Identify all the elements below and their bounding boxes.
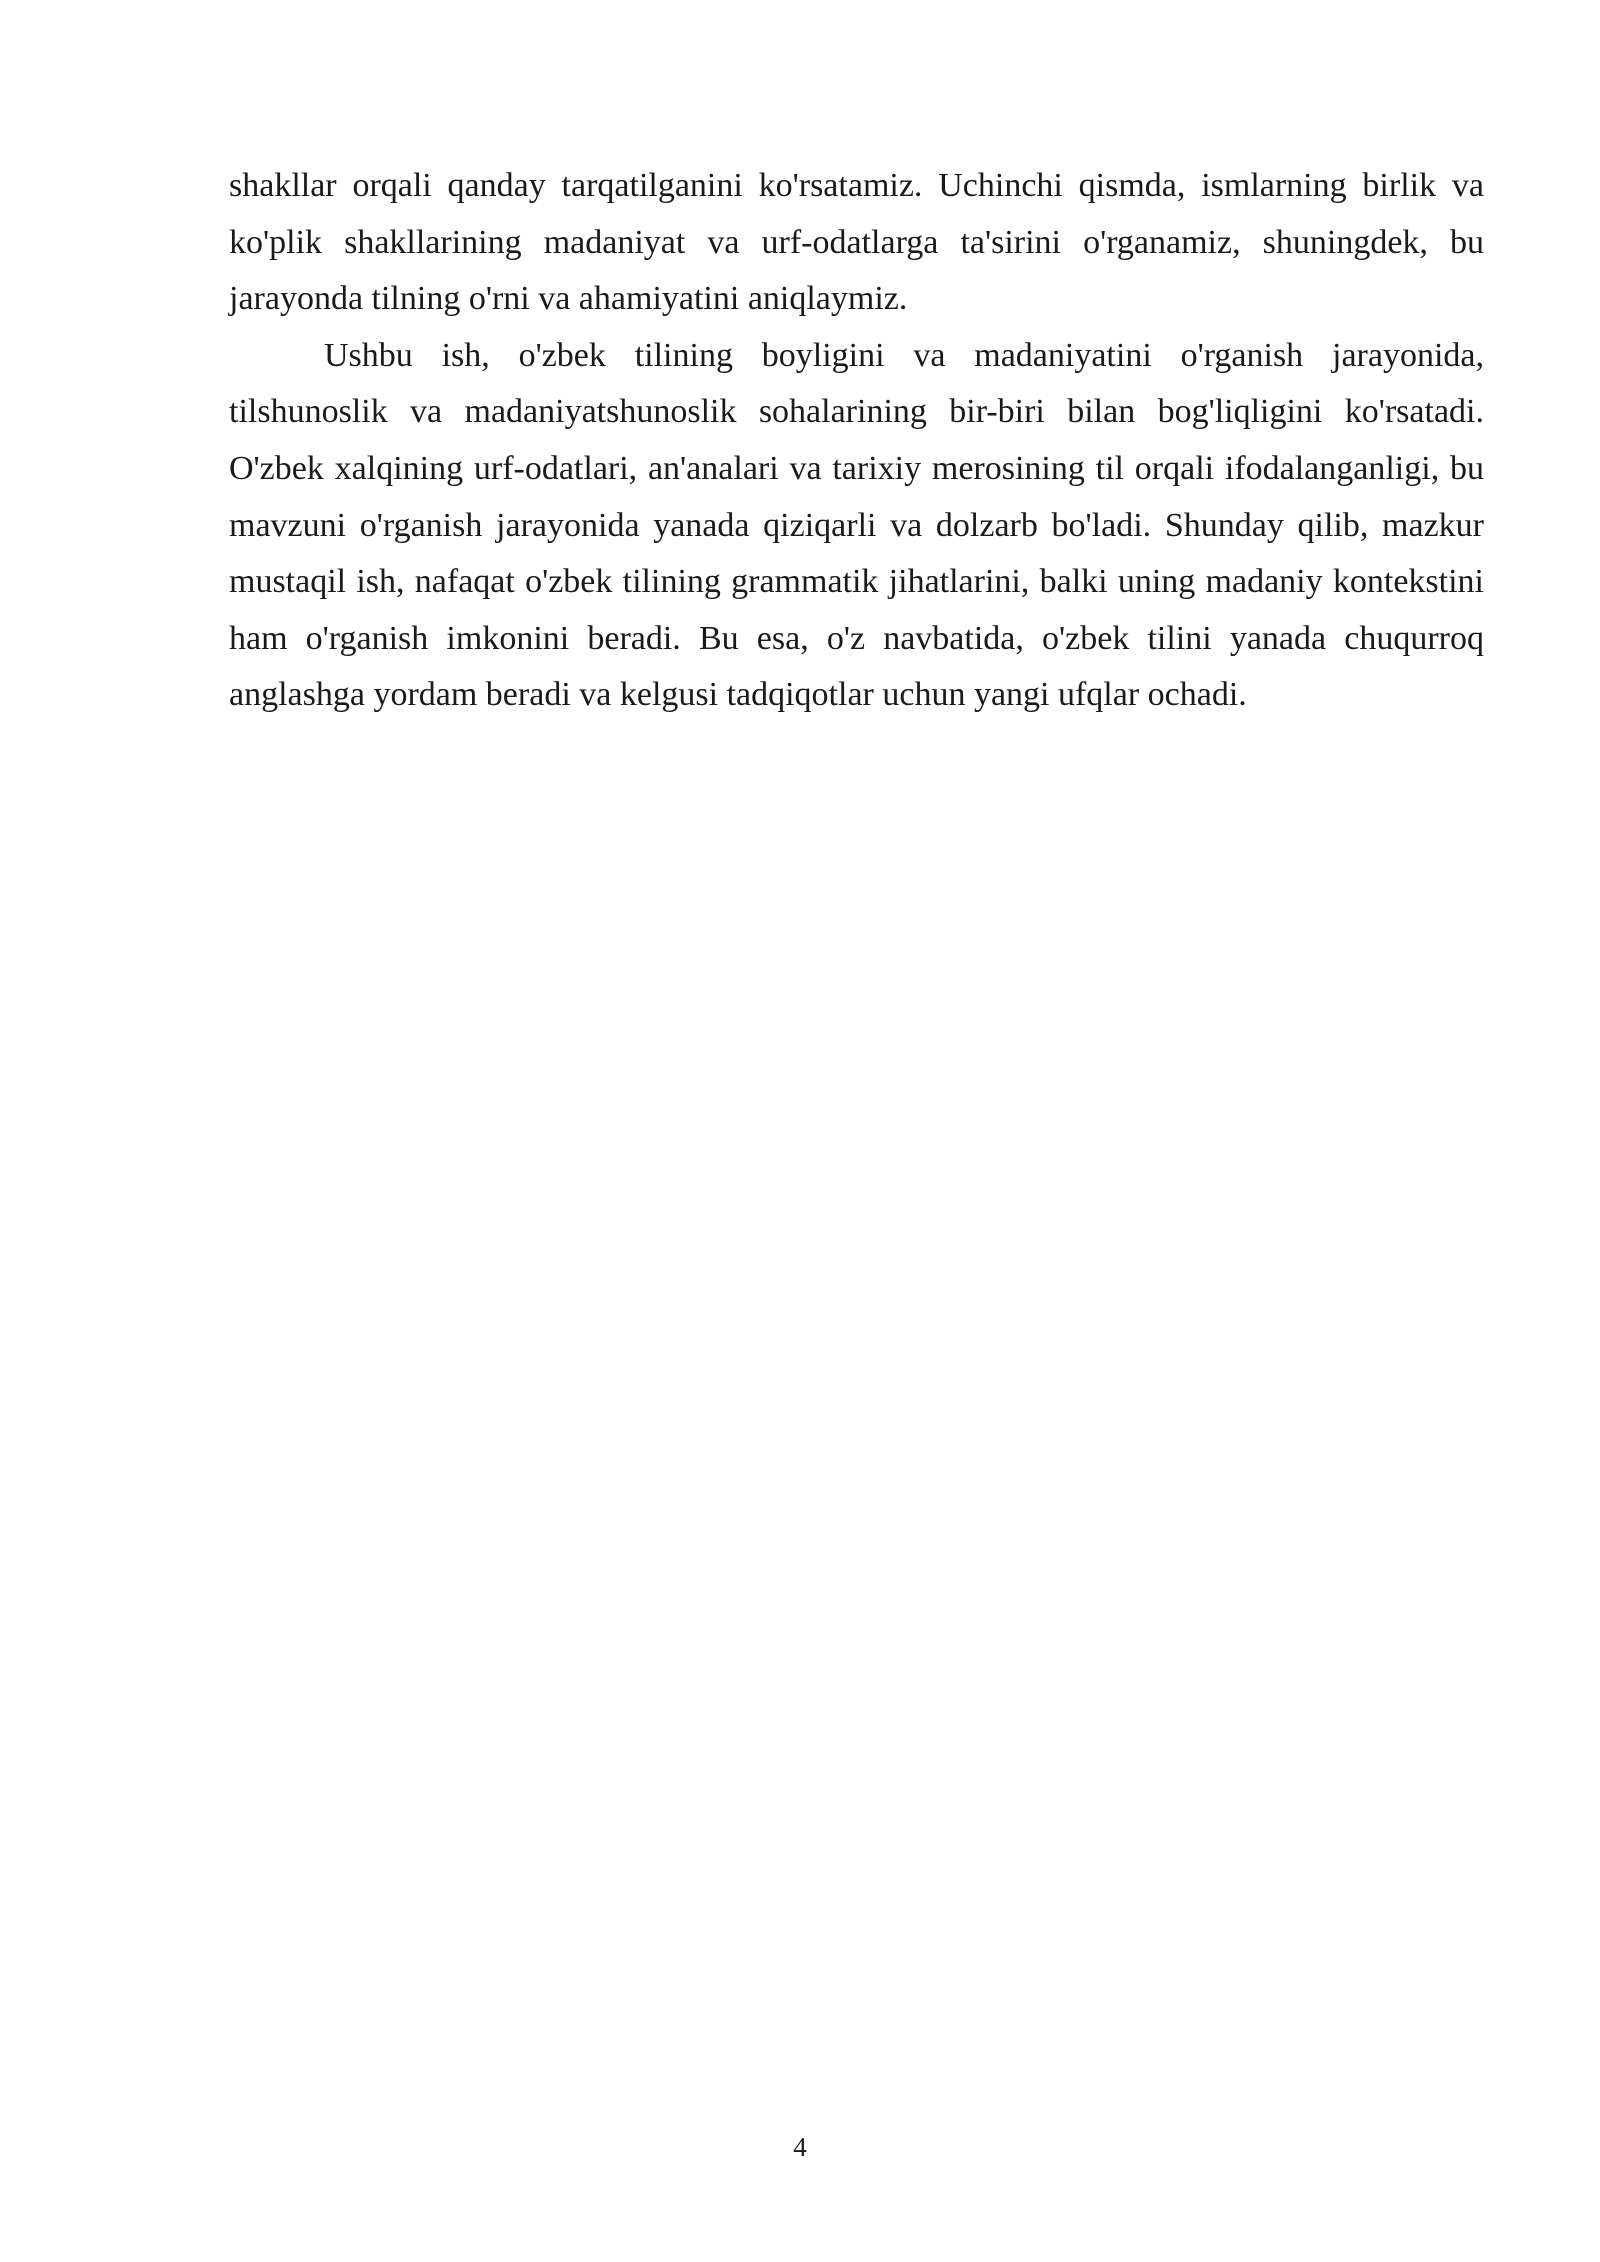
page-number: 4 <box>793 2132 807 2162</box>
paragraph-continuation: shakllar orqali qanday tarqatilganini ko'rsatamiz. Uchinchi qismda, ismlarning birlik va ko'plik shakllarining madaniyat va urf-odatlarga ta'sirini o'rganamiz, shuningdek, bu jarayonda tilning o'rni va ahamiyatini aniqlaymiz. <box>229 167 1484 318</box>
body-text <box>229 158 1484 724</box>
paragraph: Ushbu ish, o'zbek tilining boyligini va madaniyatini o'rganish jarayonida, tilshunoslik va madaniyatshunoslik sohalarining bir-biri bilan bog'liqligini ko'rsatadi. O'zbek xalqining urf-odatlari, an'analari va tarixiy merosining til orqali ifodalanganligi, bu mavzuni o'rganish jarayonida yanada qiziqarli va dolzarb bo'ladi. Shunday qilib, mazkur mustaqil ish, nafaqat o'zbek tilining grammatik jihatlarini, balki uning madaniy kontekstini ham o'rganish imkonini beradi. Bu esa, o'z navbatida, o'zbek tilini yanada chuqurroq anglashga yordam beradi va kelgusi tadqiqotlar uchun yangi ufqlar ochadi. <box>229 336 1484 714</box>
